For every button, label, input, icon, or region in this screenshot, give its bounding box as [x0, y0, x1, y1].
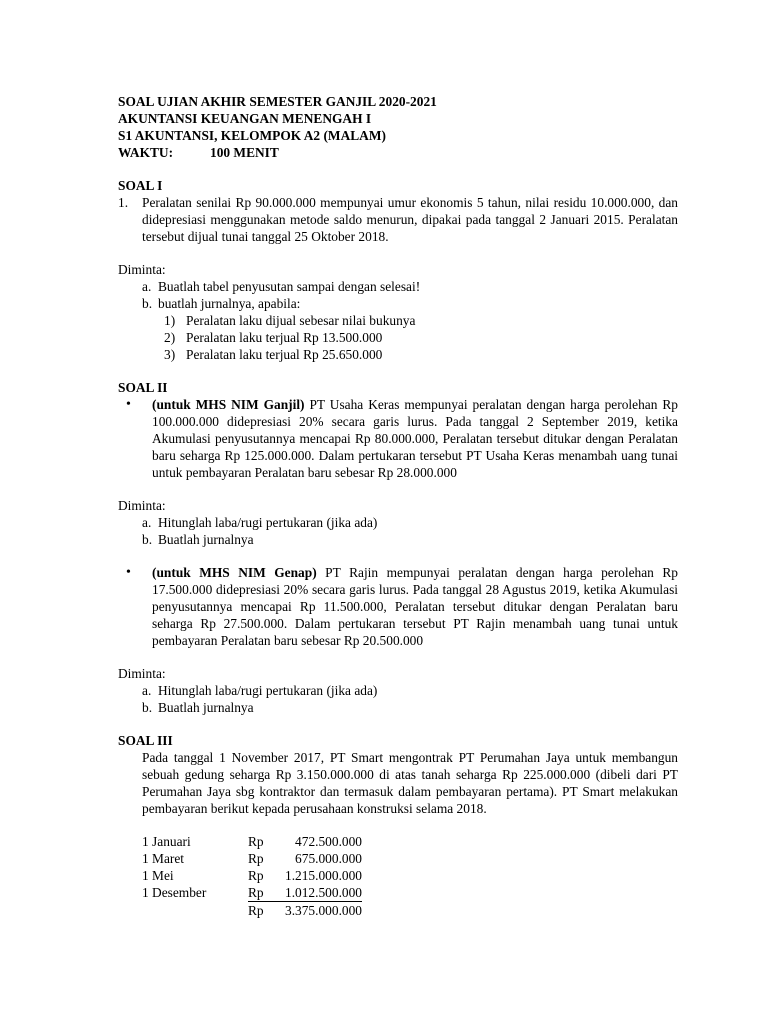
- list-item: 1) Peralatan laku dijual sebesar nilai bukunya: [164, 313, 416, 328]
- header-time: [118, 144, 678, 161]
- document-header: [118, 93, 678, 161]
- section-title: SOAL III: [118, 733, 173, 748]
- question-nim-genap: • (untuk MHS NIM Genap) PT Rajin mempunyai peralatan dengan harga perolehan Rp 17.500.000 didepresiasi 20% secara garis lurus. Pada tanggal 28 Agustus 2019, ketika Akumulasi penyusutannya mencapai Rp 11.500.000, Peralatan tersebut ditukar dengan Peralatan baru seharga Rp 27.500.000. Dalam pertukaran tersebut PT Rajin menambah uang tunai untuk pembayaran Peralatan baru sebesar Rp 20.500.000: [126, 565, 678, 648]
- list-item: b. Buatlah jurnalnya: [142, 700, 254, 715]
- task-list: [118, 682, 678, 716]
- section-soal-1: [118, 177, 678, 363]
- time-label: WAKTU:: [118, 145, 174, 160]
- bullet-icon: •: [126, 397, 131, 412]
- table-row: 1 Desember Rp 1.012.500.000: [142, 885, 362, 901]
- question-number: 1.: [118, 195, 129, 210]
- diminta-label: Diminta:: [118, 666, 166, 681]
- payments-table: [142, 833, 362, 919]
- bullet-icon: •: [126, 565, 131, 580]
- header-title: SOAL UJIAN AKHIR SEMESTER GANJIL 2020-2021: [118, 94, 437, 109]
- exam-document: [118, 93, 678, 919]
- task-list: [118, 278, 678, 312]
- list-item: 2) Peralatan laku terjual Rp 13.500.000: [164, 330, 383, 345]
- diminta-label: Diminta:: [118, 498, 166, 513]
- list-item: b. Buatlah jurnalnya: [142, 532, 254, 547]
- question-1: [118, 194, 678, 245]
- list-item: a. Buatlah tabel penyusutan sampai dengan selesai!: [142, 279, 421, 294]
- diminta-label: Diminta:: [118, 262, 166, 277]
- header-group: S1 AKUNTANSI, KELOMPOK A2 (MALAM): [118, 128, 386, 143]
- table-row: 1 Januari Rp 472.500.000: [142, 834, 362, 849]
- total-row: Rp 3.375.000.000: [248, 903, 362, 918]
- sub-list: [118, 312, 678, 363]
- section-title: SOAL II: [118, 380, 168, 395]
- question-text: Peralatan senilai Rp 90.000.000 mempunyai umur ekonomis 5 tahun, nilai residu 10.000.000, dan didepresiasi menggunakan metode saldo menurun, dipakai pada tanggal 2 Januari 2015. Peralatan tersebut dijual tunai tanggal 25 Oktober 2018.: [142, 195, 678, 244]
- list-item: 3) Peralatan laku terjual Rp 25.650.000: [164, 347, 383, 362]
- section-soal-3: [118, 732, 678, 919]
- table-row: 1 Maret Rp 675.000.000: [142, 851, 362, 866]
- table-row: 1 Mei Rp 1.215.000.000: [142, 868, 362, 883]
- list-item: a. Hitunglah laba/rugi pertukaran (jika ada): [142, 515, 378, 530]
- section-soal-2: [118, 379, 678, 716]
- question-text: Pada tanggal 1 November 2017, PT Smart mengontrak PT Perumahan Jaya untuk membangun sebuah gedung seharga Rp 3.150.000.000 di atas tanah seharga Rp 225.000.000 (dibeli dari PT Perumahan Jaya sbg kontraktor dan termasuk dalam pembayaran pertama). PT Smart melakukan pembayaran berikut kepada perusahaan konstruksi selama 2018.: [142, 750, 678, 816]
- list-item: a. Hitunglah laba/rugi pertukaran (jika ada): [142, 683, 378, 698]
- list-item: b. buatlah jurnalnya, apabila:: [142, 296, 301, 311]
- header-course: AKUNTANSI KEUANGAN MENENGAH I: [118, 111, 372, 126]
- task-list: [118, 514, 678, 548]
- time-value: 100 MENIT: [210, 145, 279, 160]
- question-nim-ganjil: • (untuk MHS NIM Ganjil) PT Usaha Keras mempunyai peralatan dengan harga perolehan Rp 100.000.000 didepresiasi 20% secara garis lurus. Pada tanggal 2 September 2019, ketika Akumulasi penyusutannya mencapai Rp 80.000.000, Peralatan tersebut ditukar dengan Peralatan baru seharga Rp 125.000.000. Dalam pertukaran tersebut PT Usaha Keras menambah uang tunai untuk pembayaran Peralatan baru sebesar Rp 28.000.000: [126, 397, 678, 480]
- section-title: SOAL I: [118, 178, 163, 193]
